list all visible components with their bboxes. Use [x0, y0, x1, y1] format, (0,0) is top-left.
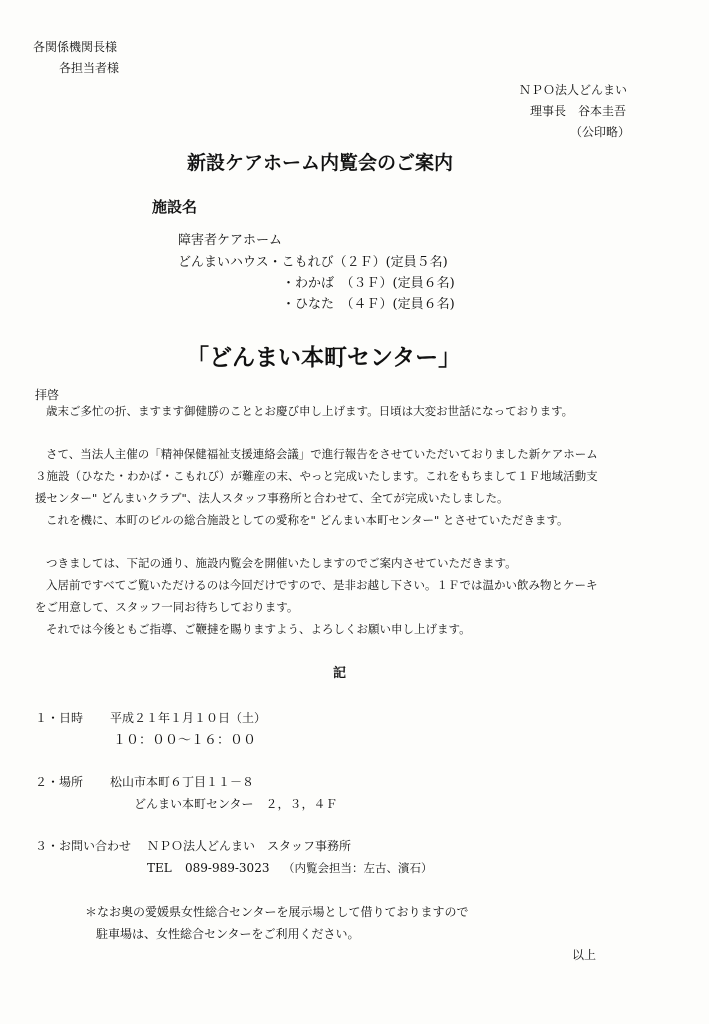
note-line-1: ＊なお奥の愛媛県女性総合センターを展示場として借りておりますので — [85, 905, 469, 919]
ki-heading: 記 — [333, 666, 347, 681]
facility-home-3: ・ひなた （４Ｆ）(定員６名) — [282, 297, 455, 312]
facility-heading: 施設名 — [152, 198, 198, 216]
body-line-8: をご用意して、スタッフ一同お待ちしております。 — [35, 600, 299, 614]
facility-home-2: ・わかば （３Ｆ）(定員６名) — [282, 276, 455, 291]
tel-number: 089-989-3023 — [185, 861, 270, 875]
place-label: ２・場所 — [35, 775, 84, 789]
body-line-3: ３施設（ひなた・わかば・こもれび）が難産の末、やっと完成いたします。これをもちまして１Ｆ地域活動支 — [35, 469, 598, 483]
addressee-line-2: 各担当者様 — [59, 61, 120, 75]
tel-label: TEL — [147, 861, 172, 875]
contact-person: （内覧会担当：左古、濱石） — [283, 861, 433, 875]
facility-home-1: どんまいハウス・こもれび（２Ｆ）(定員５名) — [178, 255, 448, 270]
body-line-1: 歳末ご多忙の折、ますます御健勝のこととお慶び申し上げます。日頃は大変お世話になっております。 — [46, 404, 574, 418]
closing: 以上 — [572, 948, 597, 962]
page-title: 新設ケアホーム内覧会のご案内 — [187, 152, 454, 174]
addressee-line-1: 各関係機関長様 — [33, 40, 118, 54]
sender-seal-note: （公印略） — [570, 125, 631, 139]
body-line-4: 援センター" どんまいクラブ"、法人スタッフ事務所と合わせて、全てが完成いたしました。 — [35, 491, 509, 505]
body-line-2: さて、当法人主催の「精神保健福祉支援連絡会議」で進行報告をさせていただいておりました新ケアホーム — [46, 447, 598, 461]
facility-type: 障害者ケアホーム — [178, 233, 283, 248]
sender-person: 理事長 谷本圭吾 — [530, 104, 627, 118]
sender-org: ＮＰＯ法人どんまい — [519, 83, 628, 97]
place-address: 松山市本町６丁目１１－８ — [110, 775, 255, 789]
body-line-5: これを機に、本町のビルの総合施設としての愛称を" どんまい本町センター" とさせていただきます。 — [46, 513, 569, 527]
date-label: １・日時 — [35, 711, 84, 725]
body-line-9: それでは今後ともご指導、ご鞭撻を賜りますよう、よろしくお願い申し上げます。 — [46, 622, 471, 636]
greeting: 拝啓 — [35, 388, 60, 402]
body-line-7: 入居前ですべてご覧いただけるのは今回だけですので、是非お越し下さい。１Ｆでは温かい飲み物とケーキ — [46, 578, 598, 592]
note-line-2: 駐車場は、女性総合センターをご利用ください。 — [96, 927, 360, 941]
contact-org: ＮＰＯ法人どんまい スタッフ事務所 — [147, 839, 352, 853]
center-name: 「どんまい本町センター」 — [186, 344, 462, 371]
date-value: 平成２１年１月１０日（土） — [110, 711, 267, 725]
contact-label: ３・お問い合わせ — [35, 839, 132, 853]
time-value: １０：００～１６：００ — [113, 733, 257, 748]
place-building: どんまい本町センター ２，３，４Ｆ — [134, 797, 338, 811]
body-line-6: つきましては、下記の通り、施設内覧会を開催いたしますのでご案内させていただきます。 — [46, 556, 517, 570]
